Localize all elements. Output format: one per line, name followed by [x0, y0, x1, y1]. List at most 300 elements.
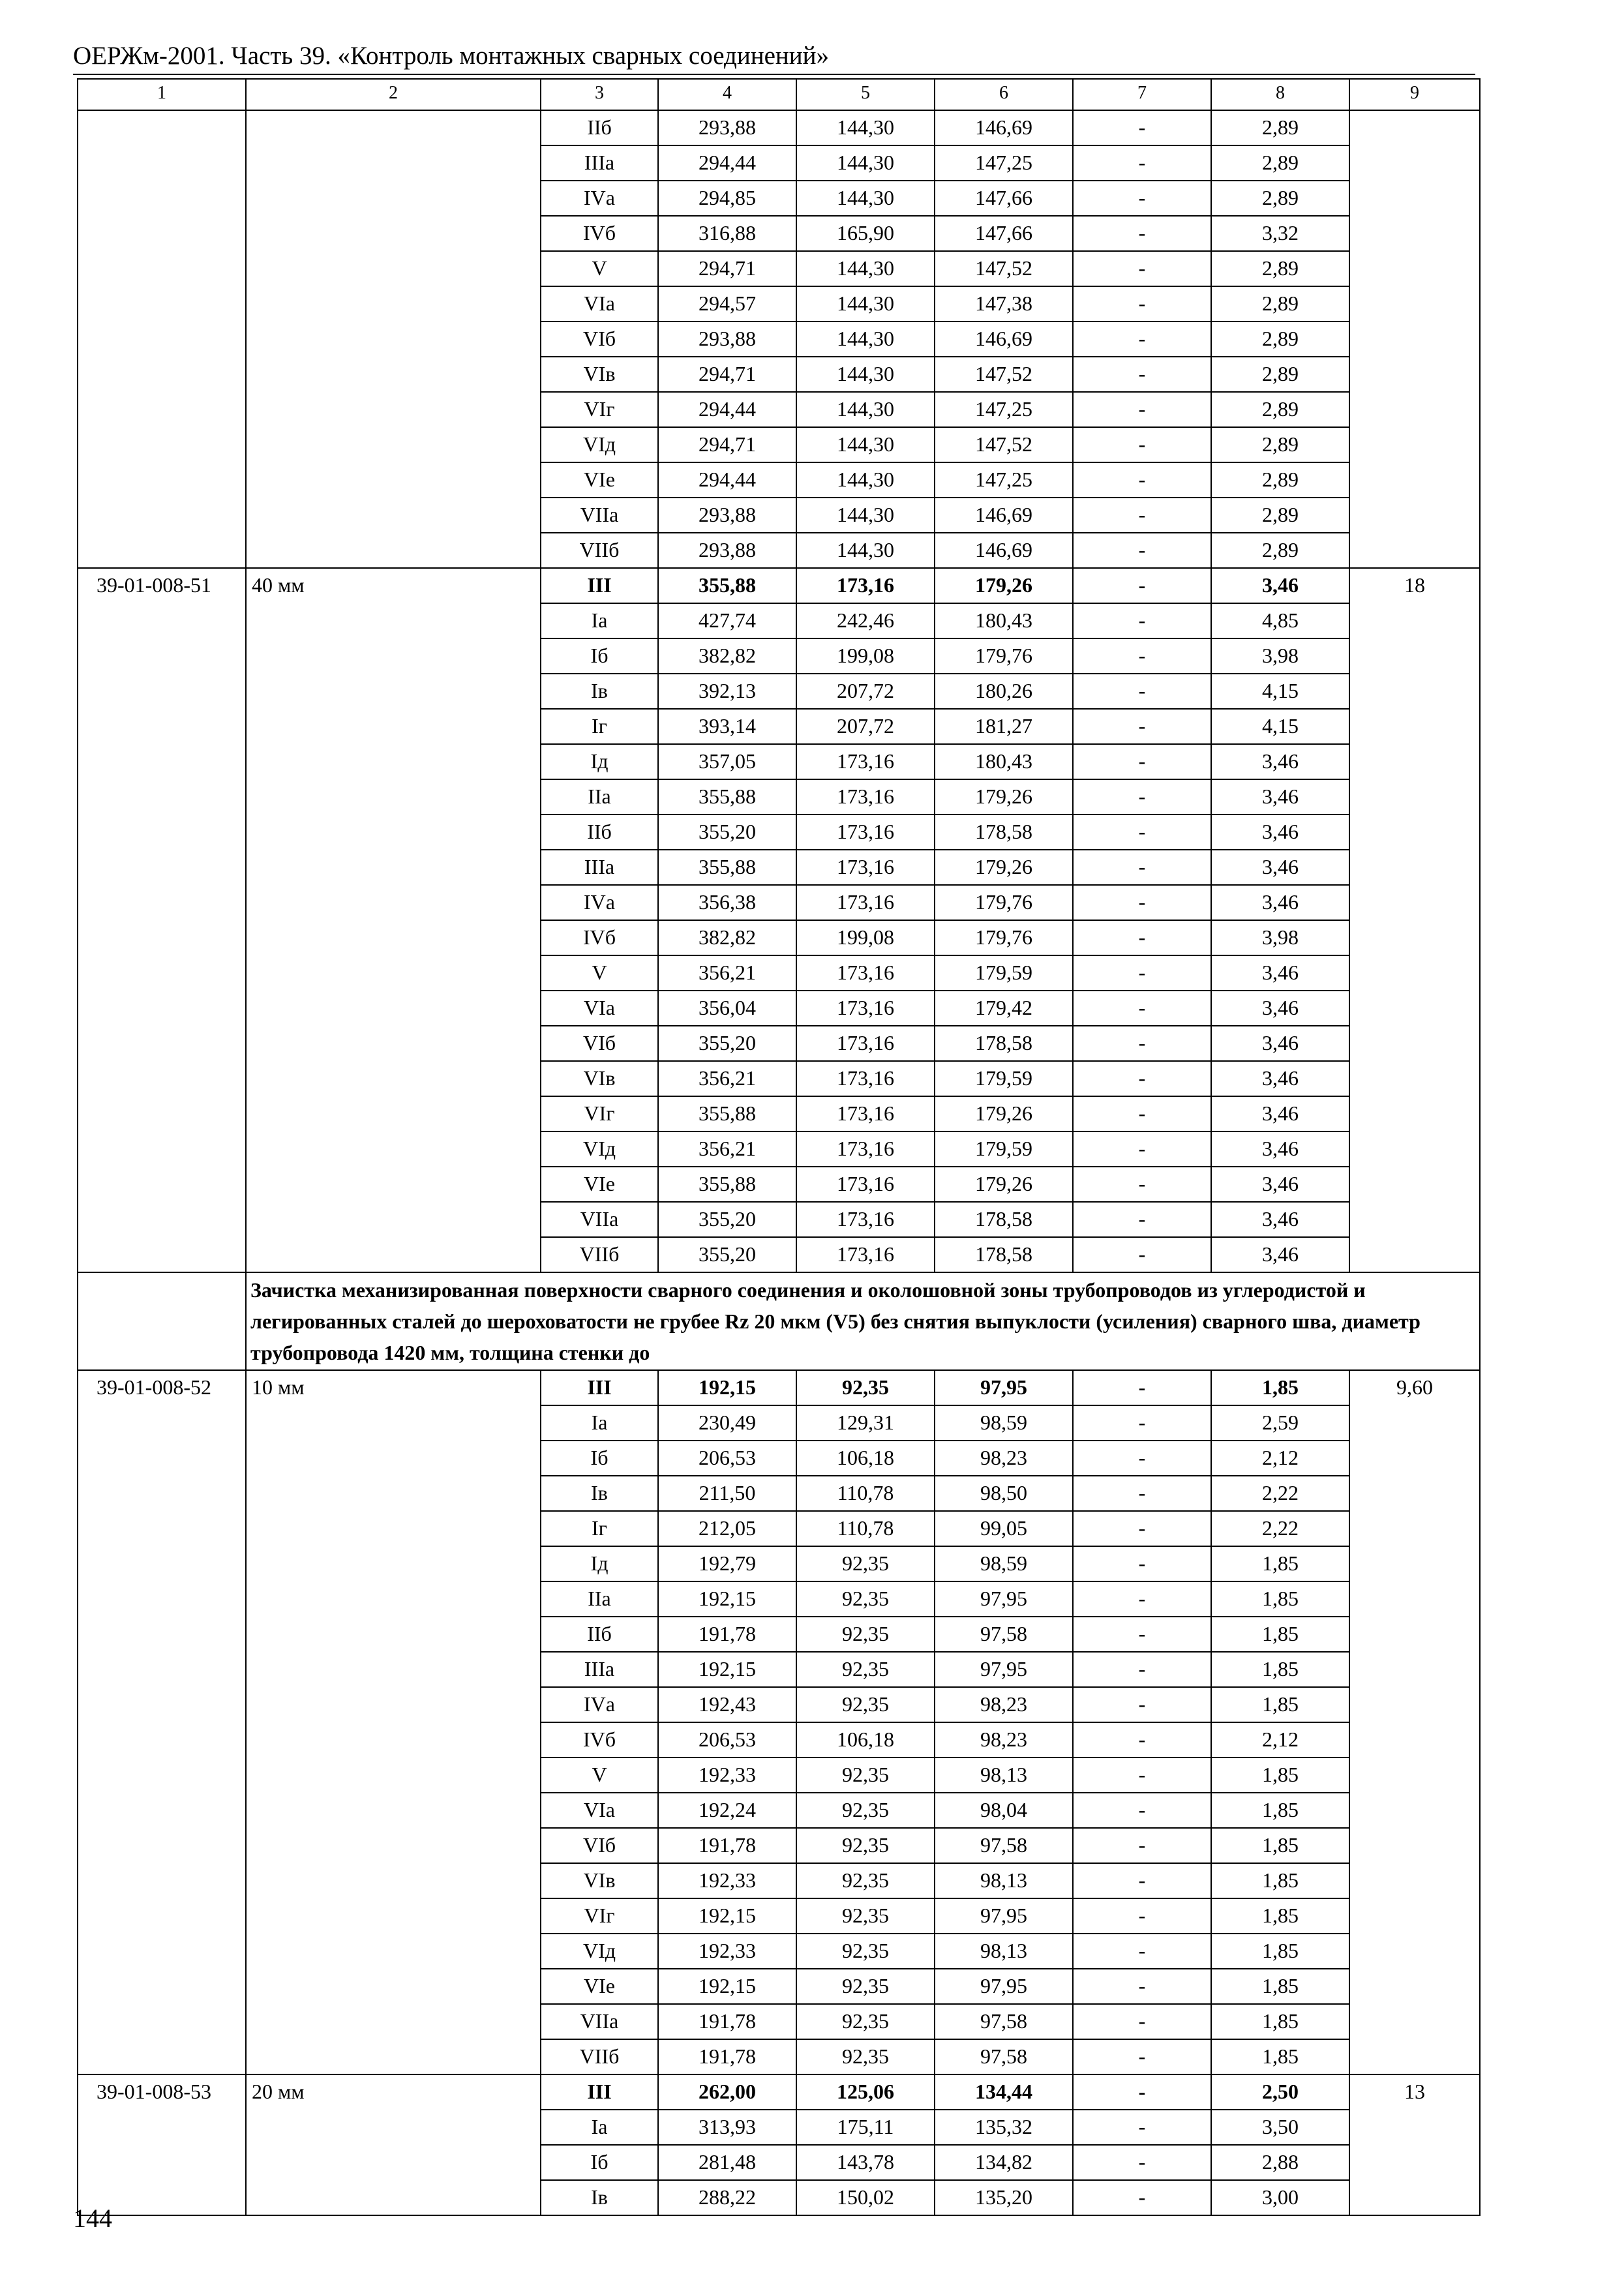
total-cost-cell: 192,33 [658, 1863, 796, 1898]
labor-cell: 3,46 [1211, 991, 1349, 1026]
zone-cell: Iв [541, 674, 658, 709]
machines-cell: 98,59 [935, 1405, 1073, 1441]
labor-cell: 1,85 [1211, 2004, 1349, 2039]
page-number: 144 [73, 2204, 112, 2233]
machines-cell: 97,95 [935, 1898, 1073, 1934]
machines-cell: 179,26 [935, 1096, 1073, 1131]
column-number: 2 [246, 79, 541, 110]
wages-cell: 144,30 [796, 357, 935, 392]
total-cost-cell: 355,88 [658, 1096, 796, 1131]
rate-code-cell [78, 110, 246, 568]
total-cost-cell: 313,93 [658, 2110, 796, 2145]
labor-cell: 2,89 [1211, 533, 1349, 568]
labor-cell: 3,00 [1211, 2180, 1349, 2215]
materials-cell: - [1073, 603, 1211, 638]
materials-cell: - [1073, 1617, 1211, 1652]
total-cost-cell: 192,43 [658, 1687, 796, 1722]
materials-cell: - [1073, 1828, 1211, 1863]
machines-cell: 98,04 [935, 1793, 1073, 1828]
machines-cell: 181,27 [935, 709, 1073, 744]
labor-cell: 2,89 [1211, 392, 1349, 427]
column9-cell: 9,60 [1349, 1370, 1480, 2074]
table-row [78, 568, 1480, 603]
zone-cell: VIг [541, 1096, 658, 1131]
machines-cell: 180,26 [935, 674, 1073, 709]
machines-cell: 147,52 [935, 251, 1073, 286]
zone-cell: VIв [541, 1061, 658, 1096]
total-cost-cell: 357,05 [658, 744, 796, 779]
wages-cell: 144,30 [796, 181, 935, 216]
header-rule [73, 74, 1475, 75]
wages-cell: 92,35 [796, 1898, 935, 1934]
wages-cell: 199,08 [796, 638, 935, 674]
rate-code-cell: 39-01-008-51 [78, 568, 246, 1272]
wages-cell: 143,78 [796, 2145, 935, 2180]
materials-cell: - [1073, 1511, 1211, 1546]
zone-cell: VIе [541, 1969, 658, 2004]
zone-cell: IVа [541, 1687, 658, 1722]
materials-cell: - [1073, 110, 1211, 145]
materials-cell: - [1073, 744, 1211, 779]
labor-cell: 3,46 [1211, 779, 1349, 815]
materials-cell: - [1073, 850, 1211, 885]
labor-cell: 3,46 [1211, 850, 1349, 885]
labor-cell: 3,46 [1211, 744, 1349, 779]
zone-cell: Iг [541, 1511, 658, 1546]
wages-cell: 92,35 [796, 1863, 935, 1898]
machines-cell: 98,13 [935, 1863, 1073, 1898]
work-description: Зачистка механизированная поверхности сварного соединения и околошовной зоны трубопроводов из углеродистой и легированных сталей до шероховатости не грубее Rz 20 мкм (V5) без снятия выпуклости (усиления) сварного шва, диаметр трубопровода 1420 мм, толщина стенки до [246, 1272, 1480, 1370]
materials-cell: - [1073, 1687, 1211, 1722]
total-cost-cell: 294,85 [658, 181, 796, 216]
total-cost-cell: 192,24 [658, 1793, 796, 1828]
machines-cell: 147,66 [935, 181, 1073, 216]
materials-cell: - [1073, 2110, 1211, 2145]
labor-cell: 3,46 [1211, 955, 1349, 991]
zone-cell: IIIа [541, 850, 658, 885]
wages-cell: 173,16 [796, 1096, 935, 1131]
materials-cell: - [1073, 1863, 1211, 1898]
materials-cell: - [1073, 1898, 1211, 1934]
machines-cell: 146,69 [935, 498, 1073, 533]
labor-cell: 1,85 [1211, 1934, 1349, 1969]
total-cost-cell: 355,88 [658, 850, 796, 885]
labor-cell: 3,32 [1211, 216, 1349, 251]
materials-cell: - [1073, 815, 1211, 850]
materials-cell: - [1073, 2004, 1211, 2039]
zone-cell: IIб [541, 1617, 658, 1652]
zone-cell: VIIб [541, 2039, 658, 2074]
wages-cell: 110,78 [796, 1511, 935, 1546]
machines-cell: 98,23 [935, 1722, 1073, 1758]
materials-cell: - [1073, 216, 1211, 251]
machines-cell: 134,44 [935, 2074, 1073, 2110]
labor-cell: 1,85 [1211, 1687, 1349, 1722]
materials-cell: - [1073, 1405, 1211, 1441]
total-cost-cell: 356,38 [658, 885, 796, 920]
total-cost-cell: 293,88 [658, 498, 796, 533]
description-row [78, 1272, 1480, 1370]
labor-cell: 4,85 [1211, 603, 1349, 638]
labor-cell: 3,46 [1211, 1026, 1349, 1061]
total-cost-cell: 192,15 [658, 1898, 796, 1934]
machines-cell: 178,58 [935, 1237, 1073, 1272]
wages-cell: 92,35 [796, 1581, 935, 1617]
machines-cell: 147,52 [935, 427, 1073, 462]
wages-cell: 110,78 [796, 1476, 935, 1511]
labor-cell: 1,85 [1211, 2039, 1349, 2074]
wages-cell: 173,16 [796, 991, 935, 1026]
wages-cell: 144,30 [796, 462, 935, 498]
materials-cell: - [1073, 1652, 1211, 1687]
zone-cell: III [541, 568, 658, 603]
labor-cell: 3,46 [1211, 815, 1349, 850]
materials-cell: - [1073, 1758, 1211, 1793]
total-cost-cell: 192,15 [658, 1969, 796, 2004]
materials-cell: - [1073, 1581, 1211, 1617]
materials-cell: - [1073, 322, 1211, 357]
description-spacer-cell [78, 1272, 246, 1370]
machines-cell: 97,95 [935, 1969, 1073, 2004]
wages-cell: 125,06 [796, 2074, 935, 2110]
labor-cell: 1,85 [1211, 1581, 1349, 1617]
total-cost-cell: 288,22 [658, 2180, 796, 2215]
wages-cell: 173,16 [796, 779, 935, 815]
zone-cell: Iа [541, 603, 658, 638]
machines-cell: 179,59 [935, 1061, 1073, 1096]
wages-cell: 92,35 [796, 1617, 935, 1652]
machines-cell: 98,23 [935, 1441, 1073, 1476]
zone-cell: IVб [541, 1722, 658, 1758]
machines-cell: 98,23 [935, 1687, 1073, 1722]
zone-cell: IIа [541, 779, 658, 815]
total-cost-cell: 293,88 [658, 322, 796, 357]
materials-cell: - [1073, 955, 1211, 991]
labor-cell: 2,89 [1211, 322, 1349, 357]
machines-cell: 179,26 [935, 779, 1073, 815]
total-cost-cell: 293,88 [658, 533, 796, 568]
zone-cell: Iв [541, 2180, 658, 2215]
zone-cell: Iд [541, 1546, 658, 1581]
total-cost-cell: 191,78 [658, 2004, 796, 2039]
total-cost-cell: 294,44 [658, 462, 796, 498]
wages-cell: 144,30 [796, 322, 935, 357]
table-row [78, 110, 1480, 145]
labor-cell: 3,46 [1211, 1202, 1349, 1237]
total-cost-cell: 355,20 [658, 815, 796, 850]
zone-cell: IIIа [541, 145, 658, 181]
materials-cell: - [1073, 1722, 1211, 1758]
total-cost-cell: 355,88 [658, 779, 796, 815]
column-number: 7 [1073, 79, 1211, 110]
total-cost-cell: 382,82 [658, 920, 796, 955]
total-cost-cell: 356,04 [658, 991, 796, 1026]
zone-cell: VIв [541, 1863, 658, 1898]
wages-cell: 173,16 [796, 568, 935, 603]
machines-cell: 147,52 [935, 357, 1073, 392]
total-cost-cell: 294,57 [658, 286, 796, 322]
labor-cell: 1,85 [1211, 1370, 1349, 1405]
zone-cell: VIе [541, 1167, 658, 1202]
machines-cell: 98,13 [935, 1934, 1073, 1969]
total-cost-cell: 191,78 [658, 2039, 796, 2074]
wages-cell: 173,16 [796, 1131, 935, 1167]
total-cost-cell: 316,88 [658, 216, 796, 251]
materials-cell: - [1073, 462, 1211, 498]
materials-cell: - [1073, 638, 1211, 674]
machines-cell: 134,82 [935, 2145, 1073, 2180]
labor-cell: 2,89 [1211, 462, 1349, 498]
wages-cell: 106,18 [796, 1441, 935, 1476]
zone-cell: VIд [541, 1934, 658, 1969]
total-cost-cell: 355,88 [658, 568, 796, 603]
zone-cell: V [541, 955, 658, 991]
zone-cell: IVа [541, 181, 658, 216]
machines-cell: 179,76 [935, 638, 1073, 674]
labor-cell: 3,98 [1211, 920, 1349, 955]
wall-thickness-cell: 20 мм [246, 2074, 541, 2215]
column-number: 3 [541, 79, 658, 110]
table-row [78, 1370, 1480, 1405]
machines-cell: 97,58 [935, 1617, 1073, 1652]
materials-cell: - [1073, 357, 1211, 392]
machines-cell: 179,26 [935, 850, 1073, 885]
total-cost-cell: 191,78 [658, 1617, 796, 1652]
zone-cell: V [541, 1758, 658, 1793]
zone-cell: IIа [541, 1581, 658, 1617]
machines-cell: 135,20 [935, 2180, 1073, 2215]
machines-cell: 179,26 [935, 1167, 1073, 1202]
total-cost-cell: 230,49 [658, 1405, 796, 1441]
total-cost-cell: 382,82 [658, 638, 796, 674]
total-cost-cell: 294,71 [658, 357, 796, 392]
column9-cell [1349, 110, 1480, 568]
labor-cell: 2,89 [1211, 251, 1349, 286]
labor-cell: 2,89 [1211, 145, 1349, 181]
column-number: 5 [796, 79, 935, 110]
labor-cell: 3,98 [1211, 638, 1349, 674]
materials-cell: - [1073, 674, 1211, 709]
zone-cell: VIд [541, 1131, 658, 1167]
labor-cell: 4,15 [1211, 674, 1349, 709]
total-cost-cell: 355,20 [658, 1026, 796, 1061]
zone-cell: Iб [541, 638, 658, 674]
labor-cell: 3,46 [1211, 1096, 1349, 1131]
machines-cell: 97,95 [935, 1652, 1073, 1687]
wages-cell: 144,30 [796, 533, 935, 568]
column-number: 1 [78, 79, 246, 110]
zone-cell: VIа [541, 991, 658, 1026]
wages-cell: 173,16 [796, 850, 935, 885]
wages-cell: 92,35 [796, 2004, 935, 2039]
materials-cell: - [1073, 1096, 1211, 1131]
wages-cell: 207,72 [796, 674, 935, 709]
zone-cell: IVб [541, 920, 658, 955]
machines-cell: 97,58 [935, 2039, 1073, 2074]
materials-cell: - [1073, 779, 1211, 815]
labor-cell: 2,89 [1211, 286, 1349, 322]
labor-cell: 1,85 [1211, 1652, 1349, 1687]
labor-cell: 1,85 [1211, 1898, 1349, 1934]
labor-cell: 1,85 [1211, 1969, 1349, 2004]
materials-cell: - [1073, 1934, 1211, 1969]
wages-cell: 92,35 [796, 1828, 935, 1863]
machines-cell: 179,42 [935, 991, 1073, 1026]
wages-cell: 144,30 [796, 392, 935, 427]
wages-cell: 165,90 [796, 216, 935, 251]
total-cost-cell: 192,33 [658, 1934, 796, 1969]
labor-cell: 1,85 [1211, 1617, 1349, 1652]
total-cost-cell: 192,15 [658, 1652, 796, 1687]
wages-cell: 144,30 [796, 251, 935, 286]
column-number: 6 [935, 79, 1073, 110]
labor-cell: 2,88 [1211, 2145, 1349, 2180]
labor-cell: 2,59 [1211, 1405, 1349, 1441]
total-cost-cell: 392,13 [658, 674, 796, 709]
labor-cell: 2,22 [1211, 1476, 1349, 1511]
total-cost-cell: 356,21 [658, 1131, 796, 1167]
total-cost-cell: 294,44 [658, 392, 796, 427]
page-header-title: ОЕРЖм-2001. Часть 39. «Контроль монтажных сварных соединений» [73, 42, 829, 70]
labor-cell: 2,89 [1211, 498, 1349, 533]
machines-cell: 180,43 [935, 603, 1073, 638]
rates-table [77, 78, 1481, 2216]
machines-cell: 97,95 [935, 1370, 1073, 1405]
materials-cell: - [1073, 251, 1211, 286]
wages-cell: 173,16 [796, 1202, 935, 1237]
total-cost-cell: 355,88 [658, 1167, 796, 1202]
wages-cell: 92,35 [796, 2039, 935, 2074]
wages-cell: 173,16 [796, 1061, 935, 1096]
wages-cell: 173,16 [796, 815, 935, 850]
zone-cell: Iа [541, 2110, 658, 2145]
labor-cell: 2,12 [1211, 1441, 1349, 1476]
zone-cell: VIб [541, 1026, 658, 1061]
wages-cell: 173,16 [796, 955, 935, 991]
zone-cell: Iв [541, 1476, 658, 1511]
labor-cell: 3,46 [1211, 1237, 1349, 1272]
materials-cell: - [1073, 1793, 1211, 1828]
total-cost-cell: 191,78 [658, 1828, 796, 1863]
total-cost-cell: 294,44 [658, 145, 796, 181]
machines-cell: 178,58 [935, 1202, 1073, 1237]
table-row [78, 2074, 1480, 2110]
total-cost-cell: 356,21 [658, 955, 796, 991]
machines-cell: 180,43 [935, 744, 1073, 779]
wages-cell: 144,30 [796, 110, 935, 145]
labor-cell: 2,89 [1211, 181, 1349, 216]
machines-cell: 179,26 [935, 568, 1073, 603]
wall-thickness-cell: 40 мм [246, 568, 541, 1272]
materials-cell: - [1073, 2145, 1211, 2180]
wages-cell: 199,08 [796, 920, 935, 955]
zone-cell: Iг [541, 709, 658, 744]
wall-thickness-cell: 10 мм [246, 1370, 541, 2074]
materials-cell: - [1073, 1237, 1211, 1272]
machines-cell: 98,50 [935, 1476, 1073, 1511]
materials-cell: - [1073, 1476, 1211, 1511]
zone-cell: VIIб [541, 533, 658, 568]
machines-cell: 179,76 [935, 885, 1073, 920]
zone-cell: III [541, 1370, 658, 1405]
machines-cell: 147,25 [935, 145, 1073, 181]
machines-cell: 179,59 [935, 1131, 1073, 1167]
wages-cell: 92,35 [796, 1546, 935, 1581]
materials-cell: - [1073, 392, 1211, 427]
machines-cell: 146,69 [935, 110, 1073, 145]
total-cost-cell: 206,53 [658, 1722, 796, 1758]
wages-cell: 92,35 [796, 1758, 935, 1793]
total-cost-cell: 211,50 [658, 1476, 796, 1511]
wages-cell: 173,16 [796, 885, 935, 920]
materials-cell: - [1073, 568, 1211, 603]
wages-cell: 144,30 [796, 427, 935, 462]
zone-cell: VIIа [541, 498, 658, 533]
wages-cell: 144,30 [796, 145, 935, 181]
wages-cell: 173,16 [796, 1237, 935, 1272]
labor-cell: 4,15 [1211, 709, 1349, 744]
labor-cell: 1,85 [1211, 1828, 1349, 1863]
labor-cell: 3,46 [1211, 568, 1349, 603]
zone-cell: VIа [541, 286, 658, 322]
labor-cell: 2,89 [1211, 427, 1349, 462]
zone-cell: VIа [541, 1793, 658, 1828]
materials-cell: - [1073, 1131, 1211, 1167]
zone-cell: VIIа [541, 1202, 658, 1237]
column-number: 8 [1211, 79, 1349, 110]
labor-cell: 3,50 [1211, 2110, 1349, 2145]
wages-cell: 144,30 [796, 498, 935, 533]
wages-cell: 207,72 [796, 709, 935, 744]
zone-cell: VIв [541, 357, 658, 392]
materials-cell: - [1073, 145, 1211, 181]
total-cost-cell: 294,71 [658, 251, 796, 286]
wages-cell: 92,35 [796, 1370, 935, 1405]
wages-cell: 173,16 [796, 1026, 935, 1061]
total-cost-cell: 206,53 [658, 1441, 796, 1476]
machines-cell: 146,69 [935, 322, 1073, 357]
wages-cell: 175,11 [796, 2110, 935, 2145]
column9-cell: 18 [1349, 568, 1480, 1272]
column-number-row [78, 79, 1480, 110]
materials-cell: - [1073, 1202, 1211, 1237]
machines-cell: 179,59 [935, 955, 1073, 991]
wages-cell: 92,35 [796, 1969, 935, 2004]
zone-cell: V [541, 251, 658, 286]
zone-cell: VIг [541, 392, 658, 427]
zone-cell: VIб [541, 1828, 658, 1863]
materials-cell: - [1073, 1969, 1211, 2004]
wages-cell: 92,35 [796, 1652, 935, 1687]
total-cost-cell: 212,05 [658, 1511, 796, 1546]
labor-cell: 2,12 [1211, 1722, 1349, 1758]
materials-cell: - [1073, 498, 1211, 533]
zone-cell: Iа [541, 1405, 658, 1441]
materials-cell: - [1073, 2039, 1211, 2074]
total-cost-cell: 427,74 [658, 603, 796, 638]
materials-cell: - [1073, 920, 1211, 955]
machines-cell: 147,66 [935, 216, 1073, 251]
zone-cell: VIг [541, 1898, 658, 1934]
materials-cell: - [1073, 181, 1211, 216]
machines-cell: 147,38 [935, 286, 1073, 322]
materials-cell: - [1073, 1167, 1211, 1202]
labor-cell: 2,50 [1211, 2074, 1349, 2110]
labor-cell: 1,85 [1211, 1758, 1349, 1793]
machines-cell: 135,32 [935, 2110, 1073, 2145]
machines-cell: 146,69 [935, 533, 1073, 568]
machines-cell: 147,25 [935, 392, 1073, 427]
